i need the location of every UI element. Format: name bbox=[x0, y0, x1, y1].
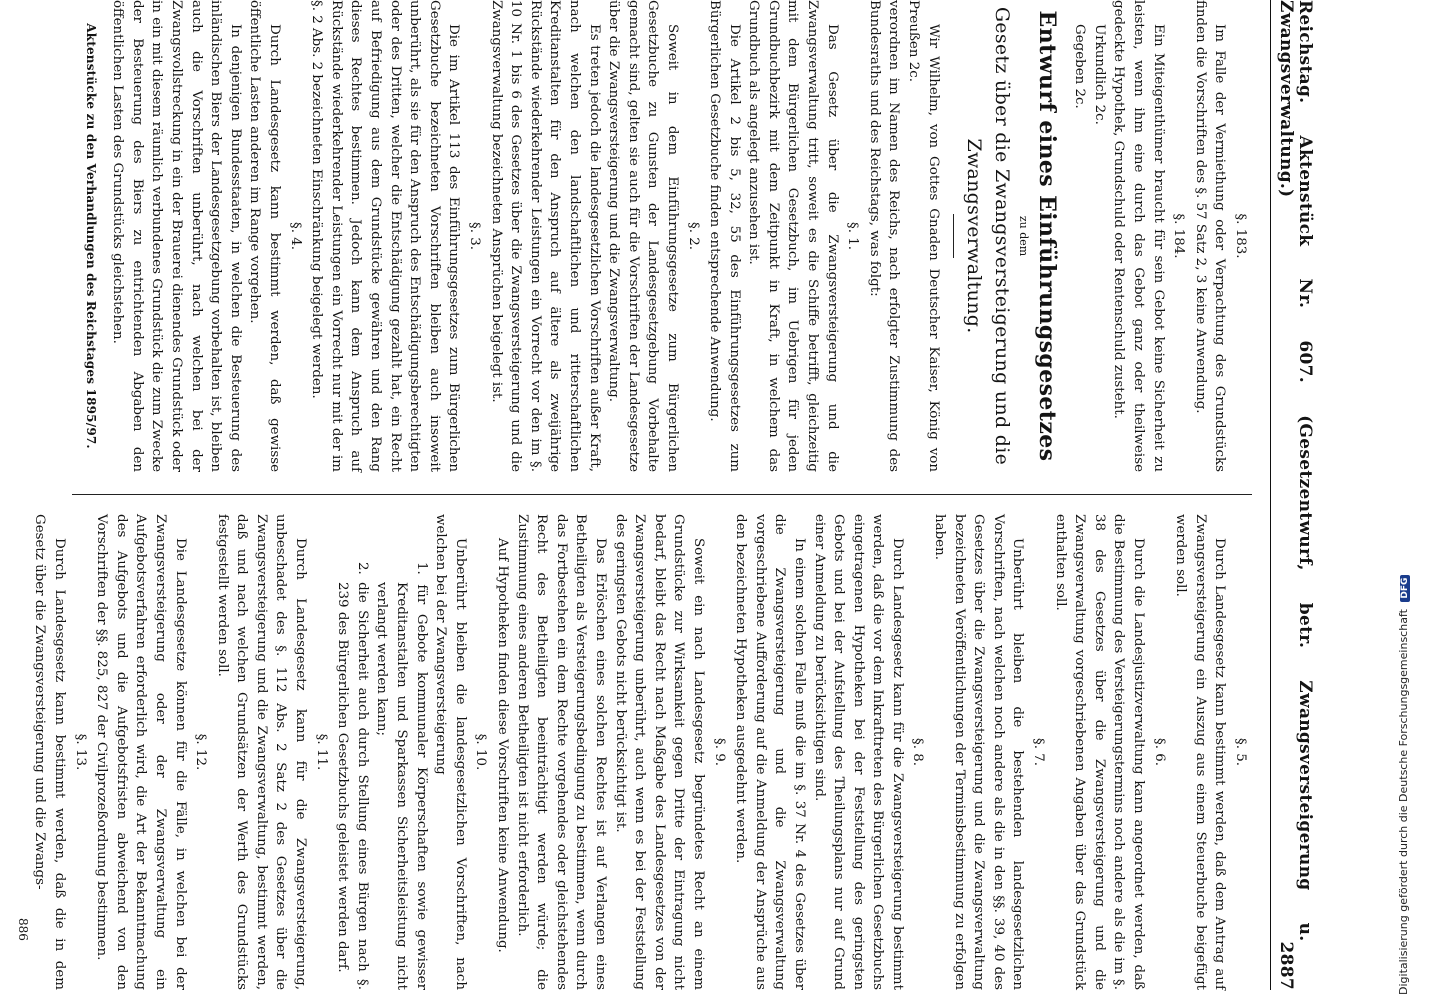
section-heading: §. 1. bbox=[845, 222, 861, 250]
section-heading: §. 2. bbox=[685, 222, 701, 250]
enacting-clause: Wir Wilhelm, von Gottes Gnaden Deutscher Kaiser, König von Preußen 2c. bbox=[906, 0, 941, 472]
paragraph: Soweit in dem Einführungsgesetze zum Bürgerlichen Gesetzbuche zu Gunsten der Landesgesetzgebung Vorbehalte gemacht sind, gelten sie auch für die Vorschriften der Landesgesetze über die Zwangsversteigerung und die Zwangsverwaltung. bbox=[606, 0, 680, 472]
numbered-list bbox=[333, 562, 431, 990]
paragraph: Es treten jedoch die landesgesetzlichen Vorschriften außer Kraft, nach welchen den landschaftlichen und ritterschaftlichen Kreditanstalten für den Anspruch auf ältere als zweijährige Rückstände wiederkehrender Leistungen ein Vorrecht vor den im §. 10 Nr. 1 bis 6 des Gesetzes über die Zwangsversteigerung und die Zwangsverwaltung bezeichneten Ansprüchen beigelegt ist. bbox=[488, 0, 602, 472]
paragraph: In einem solchen Falle muß die im §. 37 Nr. 4 des Gesetzes über die Zwangsversteigerung und die Zwangsverwaltung vorgeschriebene Aufforderung auf die Anmeldung der Ansprüche aus den bezeichneten Hypotheken ausgedehnt werden. bbox=[733, 514, 807, 990]
section-heading: §. 184. bbox=[1171, 213, 1187, 259]
closing-formula: Gegeben 2c. bbox=[1072, 24, 1088, 109]
paragraph: Unberührt bleiben die bestehenden landesgesetzlichen Vorschriften, nach welchen noch andere als die in den §§. 39, 40 des Gesetzes über die Zwangsversteigerung und die Zwangsverwaltung bezeichneten Veröffentlichungen der Terminsbestimmung zu erfolgen haben. bbox=[932, 514, 1026, 990]
paragraph: In denjenigen Bundesstaaten, in welchen die Besteuerung des inländischen Biers der Landesgesetzgebung vorbehalten ist, bleiben auch die Vorschriften unberührt, nach welchen bei der Zwangsvollstreckung in ein der Brauerei dienendes Grundstück oder in ein mit diesem räumlich verbundenes Grundstück die zum Zwecke der Besteuerung des Biers zu entrichtenden Abgaben den öffentlichen Lasten des Grundstücks gleichstehen. bbox=[110, 0, 243, 472]
column-divider bbox=[72, 494, 1252, 495]
page-header bbox=[1270, 0, 1316, 990]
header-title: Reichstag. Aktenstück Nr. 607. (Gesetzentwurf, betr. Zwangsversteigerung u. Zwangsverwaltung.) bbox=[1275, 0, 1316, 942]
draft-title-connector: zu dem bbox=[1016, 215, 1030, 257]
section-heading: §. 10. bbox=[473, 733, 489, 771]
section-heading: §. 7. bbox=[1031, 738, 1047, 766]
section-heading: §. 12. bbox=[193, 733, 209, 771]
paragraph: Unberührt bleiben die landesgesetzlichen Vorschriften, nach welchen bei der Zwangsversteigerung bbox=[433, 514, 468, 990]
paragraph: Durch Landesgesetz kann für die Zwangsversteigerung, unbeschadet des §. 112 Abs. 2 Satz 2 des Gesetzes über die Zwangsversteigerung und die Zwangsverwaltung, bestimmt werden, daß und nach welchen Grundsätzen der Werth des Grundstücks festgestellt werden soll. bbox=[214, 514, 309, 990]
digitization-credit bbox=[1397, 577, 1410, 995]
list-item: 2. die Sicherheit auch durch Stellung eines Bürgen nach §. 239 des Bürgerlichen Gesetzbuchs geleistet werden darf. bbox=[335, 562, 370, 990]
paragraph: Das Gesetz über die Zwangsversteigerung und die Zwangsverwaltung tritt, soweit es die Schiffe betrifft, gleichzeitig mit dem Bürgerlichen Gesetzbuch, im Uebrigen für jeden Grundbuchbezirk mit dem Zeitpunkt in Kraft, in welchem das Grundbuch als angelegt anzusehen ist. bbox=[746, 0, 840, 472]
paragraph: Durch Landesgesetz kann bestimmt werden, daß die in dem Gesetz über die Zwangsversteigerung und die Zwangs- bbox=[32, 514, 67, 990]
section-heading: §. 6. bbox=[1151, 738, 1167, 766]
paragraph: Die Artikel 2 bis 5, 32, 55 des Einführungsgesetzes zum Bürgerlichen Gesetzbuche finden entsprechende Anwendung. bbox=[707, 0, 742, 472]
paragraph: Die im Artikel 113 des Einführungsgesetzes zum Bürgerlichen Gesetzbuche bezeichneten Vorschriften bleiben auch insoweit unberührt, als sie für den Anspruch des Entschädigungsberechtigten oder des Dritten, welcher die Entschädigung gezahlt hat, ein Recht auf Befriedigung aus dem Grundstücke gewähren und den Rang dieses Rechtes bestimmen. Jedoch kann dem Anspruch auf Rückstände wiederkehrender Leistungen ein Vorrecht nur mit der im §. 2 Abs. 2 bezeichneten Einschränkung beigelegt werden. bbox=[309, 0, 462, 472]
volume-footer: Aktenstücke zu den Verhandlungen des Reichstages 1895/97. bbox=[83, 23, 98, 449]
credit-text: Digitalisierung gefördert durch die Deutsche Forschungsgemeinschaft bbox=[1397, 609, 1410, 995]
section-heading: §. 11. bbox=[313, 733, 329, 771]
section-heading: §. 4. bbox=[287, 222, 303, 250]
dfg-logo-icon: DFG bbox=[1400, 575, 1410, 602]
section-heading: §. 5. bbox=[1233, 738, 1248, 766]
draft-subtitle: Gesetz über die Zwangsversteigerung und die Zwangsverwaltung. bbox=[962, 6, 1013, 466]
paragraph: Ein Miteigenthümer braucht für sein Gebot keine Sicherheit zu leisten, wenn ihm eine durch das Gebot ganz oder theilweise gedeckte Hypothek, Grundschuld oder Rentenschuld zusteht. bbox=[1111, 0, 1166, 472]
title-rule bbox=[953, 214, 954, 258]
paragraph: Durch Landesgesetz kann bestimmt werden, daß dem Antrag auf Zwangsversteigerung ein Auszug aus einem Steuerbuche beigefügt werden soll. bbox=[1173, 514, 1228, 990]
header-page-number: 2887 bbox=[1275, 941, 1296, 990]
closing-formula: Urkundlich 2c. bbox=[1091, 24, 1107, 125]
paragraph: Durch Landesgesetz kann für die Zwangsversteigerung bestimmt werden, daß die vor dem Inkrafttreten des Bürgerlichen Gesetzbuchs eingetragenen Hypotheken bei der Feststellung des geringsten Gebots und bei der Aufstellung des Theilungsplans nur auf Grund einer Anmeldung zu berücksichtigen sind. bbox=[811, 514, 905, 990]
paragraph: Das Erlöschen eines solchen Rechtes ist auf Verlangen eines Betheiligten als Versteigerungsbedingung zu bestimmen, wenn durch das Fortbestehen ein dem Rechte vorgehendes oder gleichstehendes Recht des Betheiligten beeinträchtigt werden würde; die Zustimmung eines anderen Betheiligten ist nicht erforderlich. bbox=[514, 514, 608, 990]
paragraph: Im Falle der Vermiethung oder Verpachtung des Grundstücks finden die Vorschriften des §. 57 Satz 2, 3 keine Anwendung. bbox=[1192, 0, 1228, 472]
sheet-number: 886 bbox=[16, 918, 30, 941]
list-item: 1. für Gebote kommunaler Körperschaften sowie gewisser Kreditanstalten und Sparkassen Sicherheitsleistung nicht verlangt werden kann; bbox=[374, 562, 429, 990]
paragraph: Soweit ein nach Landesgesetz begründetes Recht an einem Grundstücke zur Wirksamkeit gegen Dritte der Eintragung nicht bedarf, bleibt das Recht nach Maßgabe des Landesgesetzes von der Zwangsversteigerung unberührt, auch wenn es bei der Feststellung des geringsten Gebots nicht berücksichtigt ist. bbox=[612, 514, 706, 990]
paragraph: Durch Landesgesetz kann bestimmt werden, daß gewisse öffentliche Lasten anderen im Range vorgehen. bbox=[247, 0, 283, 472]
section-heading: §. 8. bbox=[910, 738, 926, 766]
paragraph: Die Landesgesetze können für die Fälle, in welchen bei der Zwangsversteigerung oder der Zwangsverwaltung ein Aufgebotsverfahren erforderlich wird, die Art der Bekanntmachung des Aufgebots und die Aufgebotsfristen abweichend von den Vorschriften der §§. 825, 827 der Civilprozeßordnung bestimmen. bbox=[94, 514, 188, 990]
section-heading: §. 13. bbox=[72, 733, 88, 771]
right-column bbox=[32, 514, 1252, 990]
section-heading: §. 3. bbox=[467, 222, 482, 250]
paragraph: Auf Hypotheken finden diese Vorschriften keine Anwendung. bbox=[495, 538, 511, 953]
enacting-clause: verordnen im Namen des Reichs, nach erfolgter Zustimmung des Bundesraths und des Reichstags, was folgt: bbox=[866, 0, 902, 472]
section-heading: §. 9. bbox=[711, 738, 727, 766]
left-column bbox=[42, 0, 1252, 472]
section-heading: §. 183. bbox=[1233, 213, 1248, 259]
draft-title: Entwurf eines Einführungsgesetzes bbox=[1033, 10, 1060, 462]
paragraph: Durch die Landesjustizverwaltung kann angeordnet werden, daß die Bestimmung des Versteigerungstermins noch andere als die im §. 38 des Gesetzes über die Zwangsversteigerung und die Zwangsverwaltung vorgeschriebenen Angaben über das Grundstück enthalten soll. bbox=[1052, 514, 1147, 990]
